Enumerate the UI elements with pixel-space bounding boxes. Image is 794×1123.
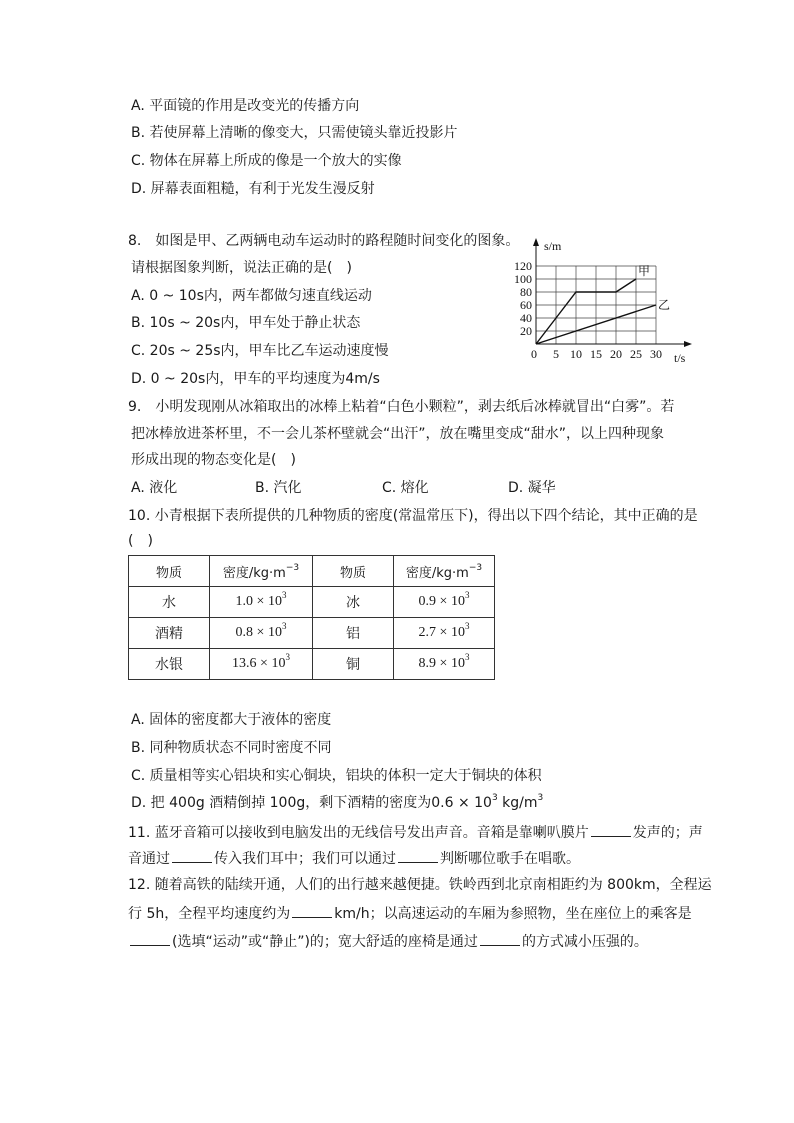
q8-option-a: A. 0 ~ 10s内，两车都做匀速直线运动 <box>131 288 372 304</box>
q12-line-1: 12. 随着高铁的陆续开通，人们的出行越来越便捷。铁岭西到北京南相距约为 800km，全程运 <box>128 877 712 893</box>
q7-option-c: C. 物体在屏幕上所成的像是一个放大的实像 <box>131 153 402 169</box>
q10-line-1: 10. 小青根据下表所提供的几种物质的密度(常温常压下)，得出以下四个结论，其中正确的是 <box>128 508 698 524</box>
table-cell: $0.9 \times 10^3$ <box>394 587 495 618</box>
table-cell: $2.7 \times 10^3$ <box>394 618 495 649</box>
x-tick-label: 20 <box>610 347 622 361</box>
header-cell: 密度$/kg\cdot m^{-3}$ <box>394 556 495 587</box>
y-tick-label: 20 <box>520 324 532 338</box>
answer-blank[interactable] <box>398 848 438 863</box>
q10-line-2: ( ) <box>128 533 153 549</box>
table-cell: 冰 <box>313 587 394 618</box>
density-table <box>128 555 495 680</box>
series-line-jia <box>536 279 636 344</box>
q11-line-2: 音通过 传入我们耳中；我们可以通过 判断哪位歌手在唱歌。 <box>128 848 580 868</box>
answer-blank[interactable] <box>130 931 170 946</box>
y-tick-label: 60 <box>520 298 532 312</box>
header-cell: 物质 <box>129 556 210 587</box>
table-cell: $0.8 \times 10^3$ <box>210 618 313 649</box>
series-label: 甲 <box>638 264 651 278</box>
q10-option-b: B. 同种物质状态不同时密度不同 <box>131 740 332 756</box>
series-label: 乙 <box>658 298 671 312</box>
q10-option-c: C. 质量相等实心铝块和实心铜块，铝块的体积一定大于铜块的体积 <box>131 768 542 784</box>
x-axis-label: t/s <box>674 351 686 365</box>
answer-blank[interactable] <box>480 931 520 946</box>
x-tick-label: 25 <box>630 347 642 361</box>
x-tick-label: 10 <box>570 347 582 361</box>
q9-option-c: C. 熔化 <box>382 480 429 496</box>
header-cell: 密度$/kg\cdot m^{-3}$ <box>210 556 313 587</box>
q10-option-d: D. 把 400g 酒精倒掉 100g，剩下酒精的密度为$0.6 \times 10^3$ $kg/m^3$ <box>131 793 544 811</box>
x-axis-arrow <box>684 341 692 347</box>
table-cell: $8.9 \times 10^3$ <box>394 649 495 680</box>
answer-blank[interactable] <box>591 822 631 837</box>
q8-option-b: B. 10s ~ 20s内，甲车处于静止状态 <box>131 315 361 331</box>
q8-option-c: C. 20s ~ 25s内，甲车比乙车运动速度慢 <box>131 343 389 359</box>
q9-line-1: 9. 小明发现刚从冰箱取出的冰棒上粘着“白色小颗粒”，剥去纸后冰棒就冒出“白雾”。若 <box>128 399 675 415</box>
table-cell: 水 <box>129 587 210 618</box>
distance-time-chart <box>500 232 710 372</box>
y-tick-label: 80 <box>520 285 532 299</box>
q8-option-d: D. 0 ~ 20s内，甲车的平均速度为4m/s <box>131 371 380 387</box>
q7-option-b: B. 若使屏幕上清晰的像变大，只需使镜头靠近投影片 <box>131 125 458 141</box>
q10-option-a: A. 固体的密度都大于液体的密度 <box>131 712 332 728</box>
q9-line-3: 形成出现的物态变化是( ) <box>131 452 296 468</box>
y-tick-label: 100 <box>514 272 532 286</box>
header-cell: 物质 <box>313 556 394 587</box>
table-row <box>129 587 495 618</box>
table-cell: 酒精 <box>129 618 210 649</box>
table-row <box>129 649 495 680</box>
x-tick-label: 5 <box>553 347 559 361</box>
q9-option-b: B. 汽化 <box>255 480 302 496</box>
x-tick-label: 30 <box>650 347 662 361</box>
q9-option-d: D. 凝华 <box>508 480 556 496</box>
table-cell: 铝 <box>313 618 394 649</box>
q8-stem-line-2: 请根据图象判断，说法正确的是( ) <box>131 260 352 276</box>
q8-stem-line-1: 8. 如图是甲、乙两辆电动车运动时的路程随时间变化的图象。 <box>128 233 520 249</box>
q9-option-a: A. 液化 <box>131 480 178 496</box>
table-cell: 水银 <box>129 649 210 680</box>
y-axis-arrow <box>533 238 539 246</box>
table-cell: $1.0 \times 10^3$ <box>210 587 313 618</box>
y-tick-label: 120 <box>514 259 532 273</box>
x-tick-label: 15 <box>590 347 602 361</box>
table-header-row <box>129 556 495 587</box>
q9-line-2: 把冰棒放进茶杯里，不一会儿茶杯壁就会“出汗”，放在嘴里变成“甜水”，以上四种现象 <box>131 426 665 442</box>
y-axis-label: s/m <box>544 239 562 253</box>
answer-blank[interactable] <box>292 903 332 918</box>
table-cell: 铜 <box>313 649 394 680</box>
q11-line-1: 11. 蓝牙音箱可以接收到电脑发出的无线信号发出声音。音箱是靠喇叭膜片 发声的；声 <box>128 822 703 842</box>
table-cell: $13.6 \times 10^3$ <box>210 649 313 680</box>
origin-label: 0 <box>531 347 537 361</box>
q12-line-2: 行 5h，全程平均速度约为 km/h；以高速运动的车厢为参照物，坐在座位上的乘客是 <box>128 903 692 923</box>
q12-line-3: (选填“运动”或“静止”)的；宽大舒适的座椅是通过 的方式减小压强的。 <box>128 931 648 951</box>
answer-blank[interactable] <box>172 848 212 863</box>
y-tick-label: 40 <box>520 311 532 325</box>
table-row <box>129 618 495 649</box>
q7-option-d: D. 屏幕表面粗糙，有利于光发生漫反射 <box>131 181 375 197</box>
q7-option-a: A. 平面镜的作用是改变光的传播方向 <box>131 98 360 114</box>
